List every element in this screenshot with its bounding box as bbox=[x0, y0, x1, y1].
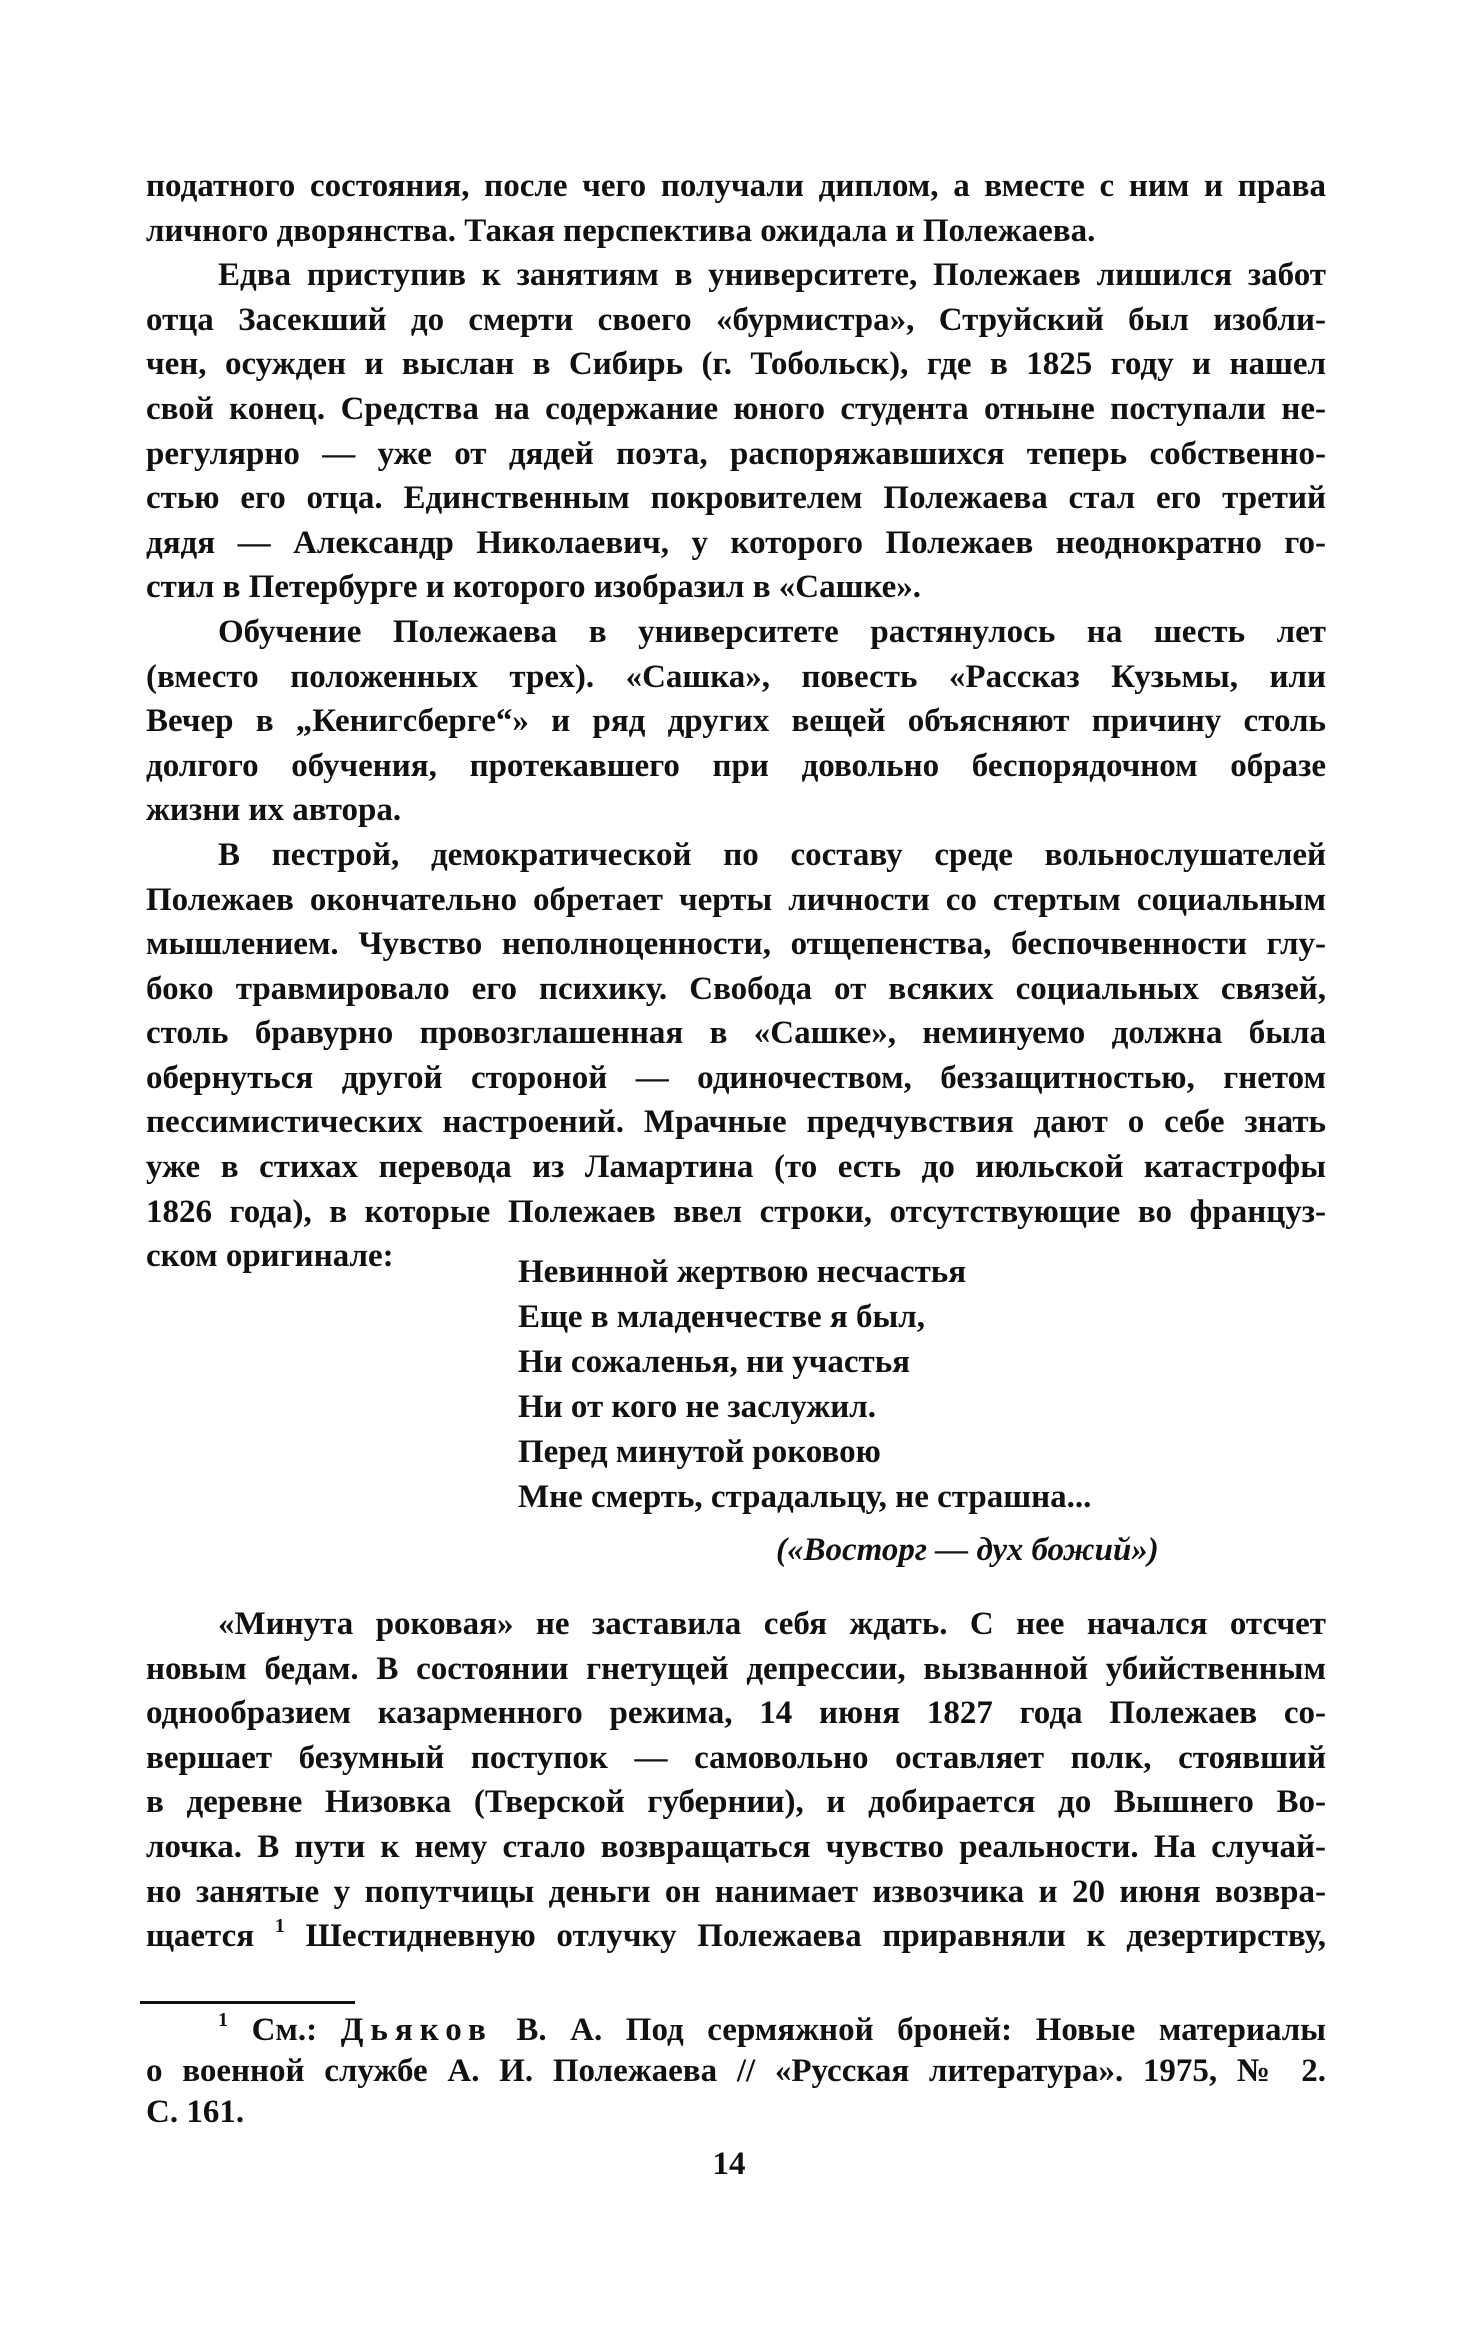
text-line: но занятые у попутчицы деньги он нанимает извозчика и 20 июня возвра- bbox=[146, 1873, 1326, 1910]
text-line: стил в Петербурге и которого изобразил в «Сашке». bbox=[146, 569, 922, 606]
text-line: ском оригинале: bbox=[146, 1238, 394, 1275]
verse-line: Еще в младенчестве я был, bbox=[518, 1299, 926, 1335]
text-line: жизни их автора. bbox=[146, 792, 402, 829]
text-fragment: Шестидневную отлучку Полежаева приравняли к дезертирству, bbox=[305, 1918, 1327, 1955]
footnote-reference: 1 bbox=[274, 1915, 285, 1938]
body-text-part-2 bbox=[146, 1602, 1326, 1959]
text-line: свой конец. Средства на содержание юного студента отныне поступали не- bbox=[146, 390, 1326, 427]
text-line: пессимистических настроений. Мрачные предчувствия дают о себе знать bbox=[146, 1104, 1326, 1141]
text-line: 1826 года), в которые Полежаев ввел строки, отсутствующие во француз- bbox=[146, 1193, 1326, 1230]
footnote bbox=[146, 2010, 1326, 2133]
text-line: личного дворянства. Такая перспектива ожидала и Полежаева. bbox=[146, 212, 1096, 249]
footnote-prefix: См.: bbox=[251, 2012, 318, 2048]
text-line: обернуться другой стороной — одиночеством, беззащитностью, гнетом bbox=[146, 1059, 1326, 1096]
text-line: дядя — Александр Николаевич, у которого Полежаев неоднократно го- bbox=[146, 524, 1326, 561]
verse-line: Мне смерть, страдальцу, не страшна... bbox=[518, 1479, 1092, 1515]
text-line: долгого обучения, протекавшего при довольно беспорядочном образе bbox=[146, 747, 1326, 784]
verse-attribution: («Восторг — дух божий») bbox=[776, 1532, 1159, 1568]
verse-line: Невинной жертвою несчастья bbox=[518, 1254, 967, 1290]
text-line: вершает безумный поступок — самовольно оставляет полк, стоявший bbox=[146, 1739, 1326, 1776]
body-text-part-1 bbox=[146, 164, 1326, 1279]
text-line: Обучение Полежаева в университете растянулось на шесть лет bbox=[218, 613, 1326, 650]
text-line: однообразием казарменного режима, 14 июня 1827 года Полежаев со- bbox=[146, 1695, 1326, 1732]
text-line: регулярно — уже от дядей поэта, распоряжавшихся теперь собственно- bbox=[146, 435, 1326, 472]
footnote-line: С. 161. bbox=[146, 2094, 245, 2130]
verse-quotation bbox=[518, 1250, 1218, 1520]
text-line: «Минута роковая» не заставила себя ждать. С нее начался отсчет bbox=[218, 1606, 1326, 1642]
verse-line: Перед минутой роковою bbox=[518, 1434, 881, 1470]
text-line: чен, осужден и выслан в Сибирь (г. Тобольск), где в 1825 году и нашел bbox=[146, 346, 1326, 383]
text-line: (вместо положенных трех). «Сашка», повесть «Рассказ Кузьмы, или bbox=[146, 658, 1326, 695]
verse-line: Ни от кого не заслужил. bbox=[518, 1389, 877, 1425]
text-line: в деревне Низовка (Тверской губернии), и добирается до Вышнего Во- bbox=[146, 1784, 1326, 1821]
text-line bbox=[146, 1914, 1326, 1959]
footnote-line: о военной службе А. И. Полежаева // «Русская литература». 1975, № 2. bbox=[146, 2053, 1326, 2089]
text-line: мышлением. Чувство неполноценности, отщепенства, беспочвенности глу- bbox=[146, 926, 1326, 963]
page-number: 14 bbox=[712, 2146, 746, 2182]
text-line: Полежаев окончательно обретает черты личности со стертым социальным bbox=[146, 881, 1326, 918]
text-line: В пестрой, демократической по составу среде вольнослушателей bbox=[218, 836, 1326, 873]
text-line: боко травмировало его психику. Свобода от всяких социальных связей, bbox=[146, 970, 1326, 1007]
text-line: Вечер в „Кенигсберге“» и ряд других вещей объясняют причину столь bbox=[146, 703, 1326, 740]
text-line: уже в стихах перевода из Ламартина (то есть до июльской катастрофы bbox=[146, 1149, 1326, 1186]
text-line: столь бравурно провозглашенная в «Сашке», неминуемо должна была bbox=[146, 1015, 1326, 1052]
text-line: податного состояния, после чего получали диплом, а вместе с ним и права bbox=[146, 168, 1326, 204]
text-fragment: щается bbox=[146, 1918, 255, 1955]
footnote-divider bbox=[140, 2001, 355, 2004]
footnote-marker: 1 bbox=[218, 2009, 228, 2031]
text-line: отца Засекший до смерти своего «бурмистра», Струйский был изобли- bbox=[146, 301, 1326, 338]
text-line: Едва приступив к занятиям в университете, Полежаев лишился забот bbox=[218, 257, 1326, 294]
verse-line: Ни сожаленья, ни участья bbox=[518, 1344, 911, 1380]
text-line: стью его отца. Единственным покровителем Полежаева стал его третий bbox=[146, 480, 1326, 517]
text-line: лочка. В пути к нему стало возвращаться чувство реальности. На случай- bbox=[146, 1828, 1326, 1865]
footnote-text: В. А. Под сермяжной броней: Новые материалы bbox=[516, 2012, 1327, 2048]
footnote-line bbox=[146, 2010, 1326, 2051]
text-line: новым бедам. В состоянии гнетущей депрессии, вызванной убийственным bbox=[146, 1650, 1326, 1687]
footnote-author: Дьяков bbox=[340, 2012, 493, 2048]
